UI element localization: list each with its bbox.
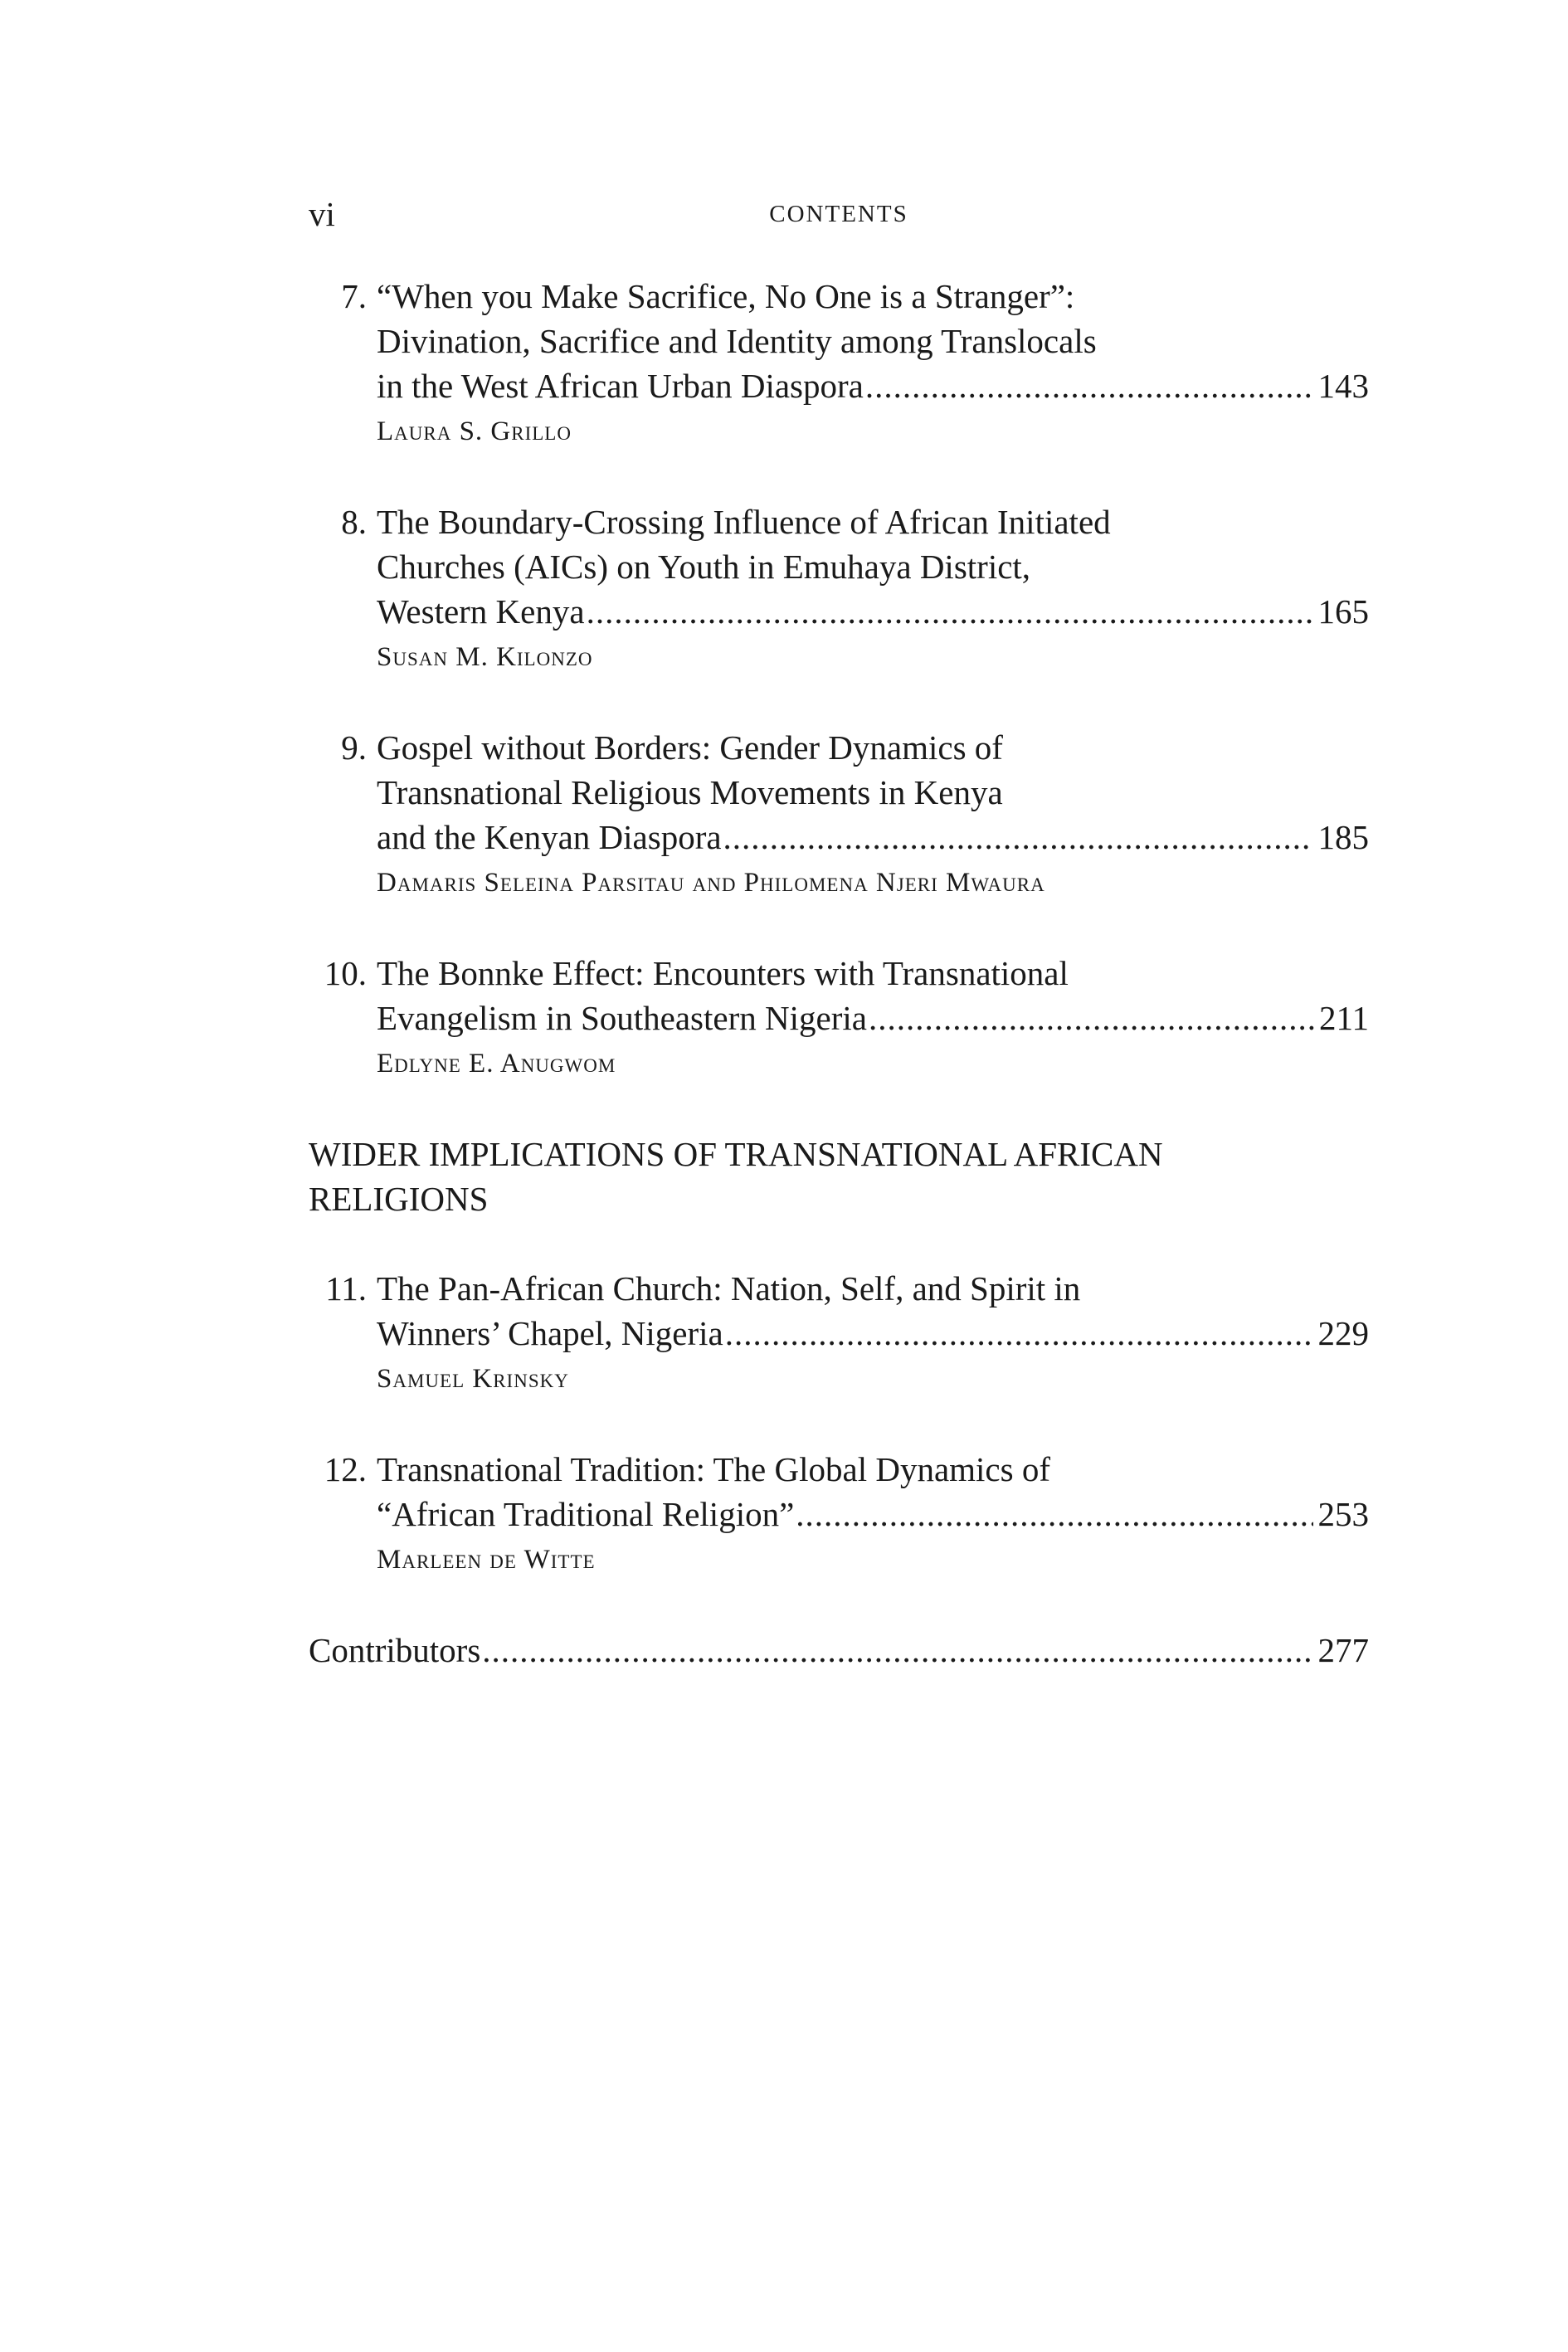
dot-leader — [865, 363, 1313, 408]
entry-number: 10. — [324, 954, 367, 992]
entry-number: 9. — [341, 728, 367, 767]
entry-page-number: 277 — [1317, 1631, 1369, 1669]
toc-entry-11 — [309, 1266, 1369, 1402]
entry-leader-line — [377, 996, 1369, 1040]
entry-author: Samuel Krinsky — [377, 1364, 569, 1394]
entry-title-line: The Boundary-Crossing Influence of African Initiated — [377, 503, 1111, 541]
toc-entry-8 — [309, 499, 1369, 680]
entry-title-line: “When you Make Sacrifice, No One is a Stranger”: — [377, 277, 1075, 315]
entry-title-line: Divination, Sacrifice and Identity among Translocals — [377, 322, 1097, 360]
dot-leader — [725, 1311, 1313, 1356]
entry-title-line: The Bonnke Effect: Encounters with Transnational — [377, 954, 1069, 992]
toc-entry-12 — [309, 1447, 1369, 1583]
entry-leader-line — [377, 1492, 1369, 1536]
entry-number: 11. — [325, 1269, 367, 1307]
entry-leader-line — [377, 815, 1369, 859]
toc-entry-contributors — [309, 1628, 1369, 1673]
entry-title-line: Evangelism in Southeastern Nigeria — [377, 999, 867, 1037]
entry-author: Marleen de Witte — [377, 1545, 596, 1575]
entry-number: 12. — [324, 1450, 367, 1488]
entry-title-line: Transnational Religious Movements in Kenya — [377, 773, 1003, 811]
entry-number: 8. — [341, 503, 367, 541]
section-heading — [309, 1132, 1369, 1221]
entry-page-number: 165 — [1317, 592, 1369, 631]
entry-title-line: Transnational Tradition: The Global Dynamics of — [377, 1450, 1050, 1488]
entry-title-line: The Pan-African Church: Nation, Self, and Spirit in — [377, 1269, 1081, 1307]
running-head — [309, 189, 1369, 239]
entry-page-number: 185 — [1317, 818, 1369, 856]
entry-page-number: 143 — [1317, 367, 1369, 405]
page-number: vi — [309, 195, 335, 233]
section-heading-line: WIDER IMPLICATIONS OF TRANSNATIONAL AFRICAN — [309, 1135, 1163, 1173]
toc-entry-9 — [309, 725, 1369, 906]
toc-entry-10 — [309, 951, 1369, 1087]
entry-author: Susan M. Kilonzo — [377, 642, 593, 672]
contributors-label: Contributors — [309, 1631, 481, 1669]
entry-leader-line — [309, 1628, 1369, 1673]
entry-leader-line — [377, 363, 1369, 408]
dot-leader — [869, 996, 1314, 1040]
dot-leader — [723, 815, 1313, 859]
entry-title-line: and the Kenyan Diaspora — [377, 818, 722, 856]
entry-author: Edlyne E. Anugwom — [377, 1049, 616, 1079]
entry-page-number: 211 — [1319, 999, 1369, 1037]
dot-leader — [587, 589, 1313, 634]
entry-leader-line — [377, 589, 1369, 634]
table-of-contents — [309, 274, 1369, 1673]
entry-author: Damaris Seleina Parsitau and Philomena Njeri Mwaura — [377, 868, 1045, 898]
entry-title-line: Winners’ Chapel, Nigeria — [377, 1314, 723, 1352]
section-heading-line: RELIGIONS — [309, 1180, 489, 1218]
entry-page-number: 229 — [1317, 1314, 1369, 1352]
running-title: CONTENTS — [769, 201, 908, 227]
entry-title-line: Gospel without Borders: Gender Dynamics of — [377, 728, 1003, 767]
entry-number: 7. — [341, 277, 367, 315]
entry-title-line: in the West African Urban Diaspora — [377, 367, 864, 405]
entry-title-line: “African Traditional Religion” — [377, 1495, 795, 1533]
entry-title-line: Western Kenya — [377, 592, 585, 631]
dot-leader — [796, 1492, 1312, 1536]
entry-title-line: Churches (AICs) on Youth in Emuhaya District, — [377, 548, 1031, 586]
entry-author: Laura S. Grillo — [377, 416, 572, 446]
toc-entry-7 — [309, 274, 1369, 455]
entry-page-number: 253 — [1317, 1495, 1369, 1533]
dot-leader — [482, 1628, 1312, 1673]
entry-leader-line — [377, 1311, 1369, 1356]
